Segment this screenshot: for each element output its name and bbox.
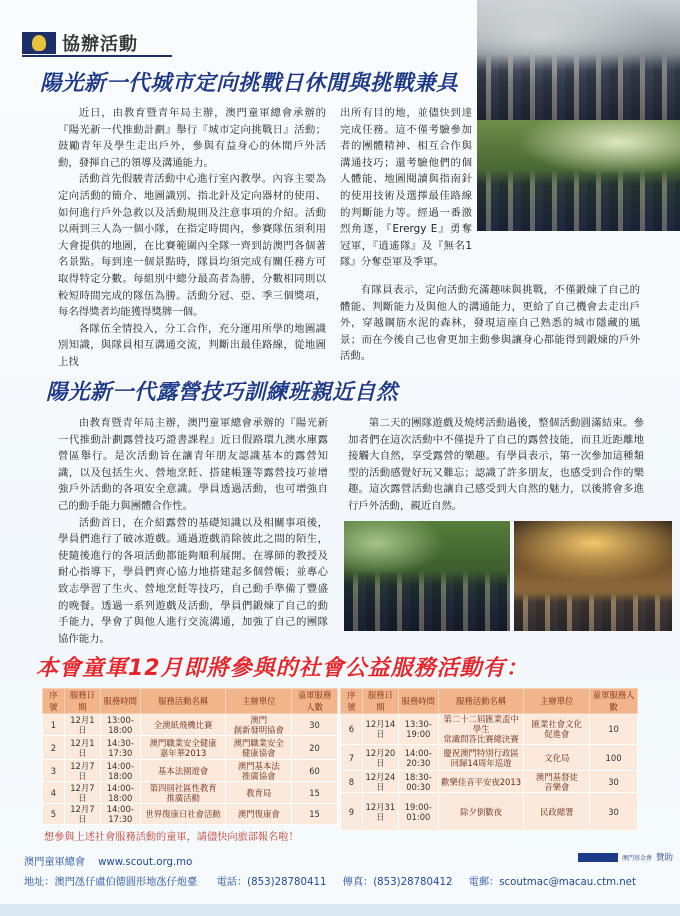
article2-paragraph: 由教育暨青年局主辦，澳門童軍總會承辦的『陽光新一代推動計劃露營技巧證書課程』近日假路環九澳水庫露營區舉行。是次活動旨在讓青年朋友認識基本的露營知識，以及包括生火、營地烹飪、搭建帳篷等露營技巧並增強戶外活動的各項安全意識。學員透過活動，也可增強自己的動手能力與團體合作性。 (58, 417, 328, 512)
phone: 電話：(853)28780411 (216, 877, 327, 888)
cell-date: 12月14日 (362, 714, 398, 745)
cell-name: 慶祝澳門特別行政區 回歸14周年巡遊 (438, 745, 524, 771)
camp-group-photo (344, 521, 510, 631)
sponsor-logo-text: 澳門基金會 (622, 854, 653, 862)
cell-time: 18:30-00:30 (398, 771, 438, 793)
cell-time: 14:00-18:00 (100, 760, 140, 782)
col-header: 序 號 (341, 689, 363, 714)
cell-org: 澳門基督徒 音樂會 (524, 771, 590, 793)
cell-no: 5 (43, 804, 65, 825)
cell-count: 15 (292, 804, 338, 825)
cell-name: 第二十二屆匯業盃中學生 常識問答比賽總決賽 (438, 714, 524, 745)
table-row (43, 760, 338, 782)
article2-paragraph: 活動首日，在介紹露營的基礎知識以及相關事項後，學員們進行了破冰遊戲。通過遊戲消除彼此之間的陌生，使隨後進行的各項活動都能夠順利展開。在導師的教授及耐心指導下，學員們齊心協力地搭建起多個營帳；並專心致志學習了生火、營地烹飪等技巧，自己動手準備了豐盛的晚餐。透過一系列遊戲及活動，學員們鍛煉了自己的動手能力，學會了與他人進行交流溝通，加強了自己的團隊協作能力。 (58, 516, 328, 645)
sponsor-label: 贊助 (656, 853, 674, 863)
article1-paragraph: 近日，由教育暨青年局主辦，澳門童軍總會承辦的『陽光新一代推動計劃』舉行『城市定向挑戰日』活動；鼓勵青年及學生走出戶外，參與有益身心的休閒戶外活動，發揮自己的領導及溝通能力。 (58, 107, 326, 169)
cell-count: 20 (292, 736, 338, 760)
cell-no: 7 (341, 745, 363, 771)
col-header: 主辦單位 (524, 689, 590, 714)
article1-left-column (58, 105, 326, 371)
article2-paragraph: 第二天的團隊遊戲及燒烤活動過後，整個活動圓滿結束。參加者們在這次活動中不僅提升了自己的露營技能，而且近距離地接觸大自然，享受露營的樂趣。有學員表示，第一次參加這種類型的活動感覺好玩又難忘；認識了許多朋友，也感受到合作的樂趣。這次露營活動也讓自己感受到大自然的魅力，以後將會多進行戶外活動，親近自然。 (348, 417, 644, 512)
cell-count: 30 (292, 714, 338, 736)
sponsor (578, 851, 673, 863)
article1-paragraph: 有隊員表示，定向活動充滿趣味與挑戰，不僅鍛煉了自己的體能、判斷能力及與他人的溝通能力，更給了自己機會去走出戶外，穿越鋼筋水泥的森林，發現這座自己熟悉的城市隱藏的風景；而在今後自己也會更加主動參與讓身心都能得到鍛煉的戶外活動。 (340, 284, 640, 363)
cell-name: 除夕倒數夜 (438, 793, 524, 831)
cell-no: 8 (341, 771, 363, 793)
cell-count: 100 (590, 745, 638, 771)
table-header-row (341, 689, 638, 714)
table-row (341, 793, 638, 831)
cell-date: 12月1日 (64, 736, 100, 760)
cell-date: 12月1日 (64, 714, 100, 736)
table-row (43, 804, 338, 825)
cell-no: 9 (341, 793, 363, 831)
org-name: 澳門童軍總會 (24, 857, 86, 868)
cell-org: 教育局 (226, 782, 292, 804)
foundation-logo-icon (578, 853, 618, 862)
cell-name: 世界復康日社會活動 (140, 804, 226, 825)
fax: 傳真：(853)28780412 (342, 877, 453, 888)
cell-org: 澳門 創新發明協會 (226, 714, 292, 736)
cell-org: 澳門復康會 (226, 804, 292, 825)
col-header: 服務時間 (398, 689, 438, 714)
cell-time: 14:00-18:00 (100, 782, 140, 804)
address: 地址：澳門氹仔盧伯德圓形地氹仔炮臺 (24, 877, 198, 888)
cell-time: 14:00-17:30 (100, 804, 140, 825)
cell-count: 60 (292, 760, 338, 782)
cell-name: 澳門職業安全健康 嘉年華2013 (140, 736, 226, 760)
cell-time: 13:00-18:00 (100, 714, 140, 736)
cell-org: 民政總署 (524, 793, 590, 831)
cell-no: 2 (43, 736, 65, 760)
article1-paragraph: 出所有目的地，並儘快到達完成任務。這不僅考驗參加者的團體精神、相互合作與溝通技巧；還考驗他們的個人體能、地圖閱讀與指南針的使用技術及選擇最佳路線的判斷能力等。經過一番激烈角逐，『Erergy E』勇奪冠軍，『逍遙隊』及『無名1隊』分奪亞軍及季軍。 (340, 107, 472, 269)
col-header: 主辦單位 (226, 689, 292, 714)
email: 電郵：scoutmac@macau.ctm.net (468, 877, 636, 888)
table-row (341, 745, 638, 771)
table-row (341, 714, 638, 745)
article2-right-column (348, 415, 644, 515)
col-header: 童軍服務人數 (590, 689, 638, 714)
cell-name: 全澳紙飛機比賽 (140, 714, 226, 736)
section-divider (22, 55, 172, 57)
cell-name: 第四屆社區性教育 推廣活動 (140, 782, 226, 804)
col-header: 服務日期 (362, 689, 398, 714)
col-header: 服務日期 (64, 689, 100, 714)
cell-count: 30 (590, 793, 638, 831)
col-header: 童軍服務人數 (292, 689, 338, 714)
cell-no: 6 (341, 714, 363, 745)
col-header: 服務時間 (100, 689, 140, 714)
classroom-photo (477, 0, 680, 120)
team-group-photo (477, 120, 680, 231)
campfire-night-photo (514, 521, 672, 631)
cell-count: 30 (590, 771, 638, 793)
cell-org: 澳門職業安全 健康協會 (226, 736, 292, 760)
article1-paragraph: 活動首先假駿青活動中心進行室內教學。內容主要為定向活動的簡介、地圖識別、指北針及定向器材的使用、如何進行戶外急救以及活動規則及注意事項的介紹。活動以兩到三人為一個小隊，在指定時間內，參賽隊伍須利用大會提供的地圖，在比賽範圍內全隊一齊到訪澳門各個著名景點。每到達一個景點時，隊員均須完成有關任務方可取得特定分數。每組別中總分最高者為勝，分數相同則以較短時間完成的隊伍為勝。活動分冠、亞、季三個獎項，每名得獎者均能獲得獎牌一個。 (58, 173, 326, 319)
bottom-bar (0, 904, 680, 916)
cell-time: 14:30-17:30 (100, 736, 140, 760)
cell-date: 12月20日 (362, 745, 398, 771)
cell-time: 14:00-20:30 (398, 745, 438, 771)
cell-count: 10 (590, 714, 638, 745)
cell-org: 匯業社會文化 促進會 (524, 714, 590, 745)
table-row (43, 714, 338, 736)
col-header: 序 號 (43, 689, 65, 714)
services-table-left (42, 688, 338, 825)
scout-emblem-icon (22, 32, 56, 54)
cell-org: 文化局 (524, 745, 590, 771)
cell-name: 基本法園遊會 (140, 760, 226, 782)
col-header: 服務活動名稱 (140, 689, 226, 714)
services-footnote: 想參與上述社會服務活動的童軍，請儘快向旅部報名啦！ (44, 832, 299, 843)
cell-no: 3 (43, 760, 65, 782)
table-row (43, 782, 338, 804)
services-table-right (340, 688, 638, 831)
footer-org-line (24, 853, 192, 868)
footer-contact-line (24, 873, 636, 888)
cell-name: 歡樂佳音平安夜2013 (438, 771, 524, 793)
section-header (22, 30, 138, 56)
cell-no: 1 (43, 714, 65, 736)
cell-date: 12月7日 (64, 804, 100, 825)
table-header-row (43, 689, 338, 714)
table-row (341, 771, 638, 793)
cell-time: 13:30-19:00 (398, 714, 438, 745)
cell-time: 19:00-01:00 (398, 793, 438, 831)
article2-left-column (58, 415, 328, 647)
col-header: 服務活動名稱 (438, 689, 524, 714)
article1-right-column-bottom (340, 282, 640, 365)
section-title: 協辦活動 (62, 34, 138, 55)
cell-org: 澳門基本法 推廣協會 (226, 760, 292, 782)
article1-headline: 陽光新一代城市定向挑戰日休閒與挑戰兼具 (40, 71, 459, 96)
table-row (43, 736, 338, 760)
cell-count: 15 (292, 782, 338, 804)
cell-date: 12月7日 (64, 782, 100, 804)
article2-headline: 陽光新一代露營技巧訓練班親近自然 (46, 380, 399, 405)
services-banner: 本會童軍12月即將參與的社會公益服務活動有： (36, 656, 529, 681)
cell-date: 12月24日 (362, 771, 398, 793)
cell-date: 12月7日 (64, 760, 100, 782)
cell-no: 4 (43, 782, 65, 804)
article1-right-column-top (340, 105, 472, 271)
cell-date: 12月31日 (362, 793, 398, 831)
website-link[interactable]: www.scout.org.mo (98, 857, 193, 868)
article1-paragraph: 各隊伍全情投入，分工合作，充分運用所學的地圖識別知識，與隊員相互溝通交流，判斷出最佳路線，從地圖上找 (58, 322, 326, 368)
